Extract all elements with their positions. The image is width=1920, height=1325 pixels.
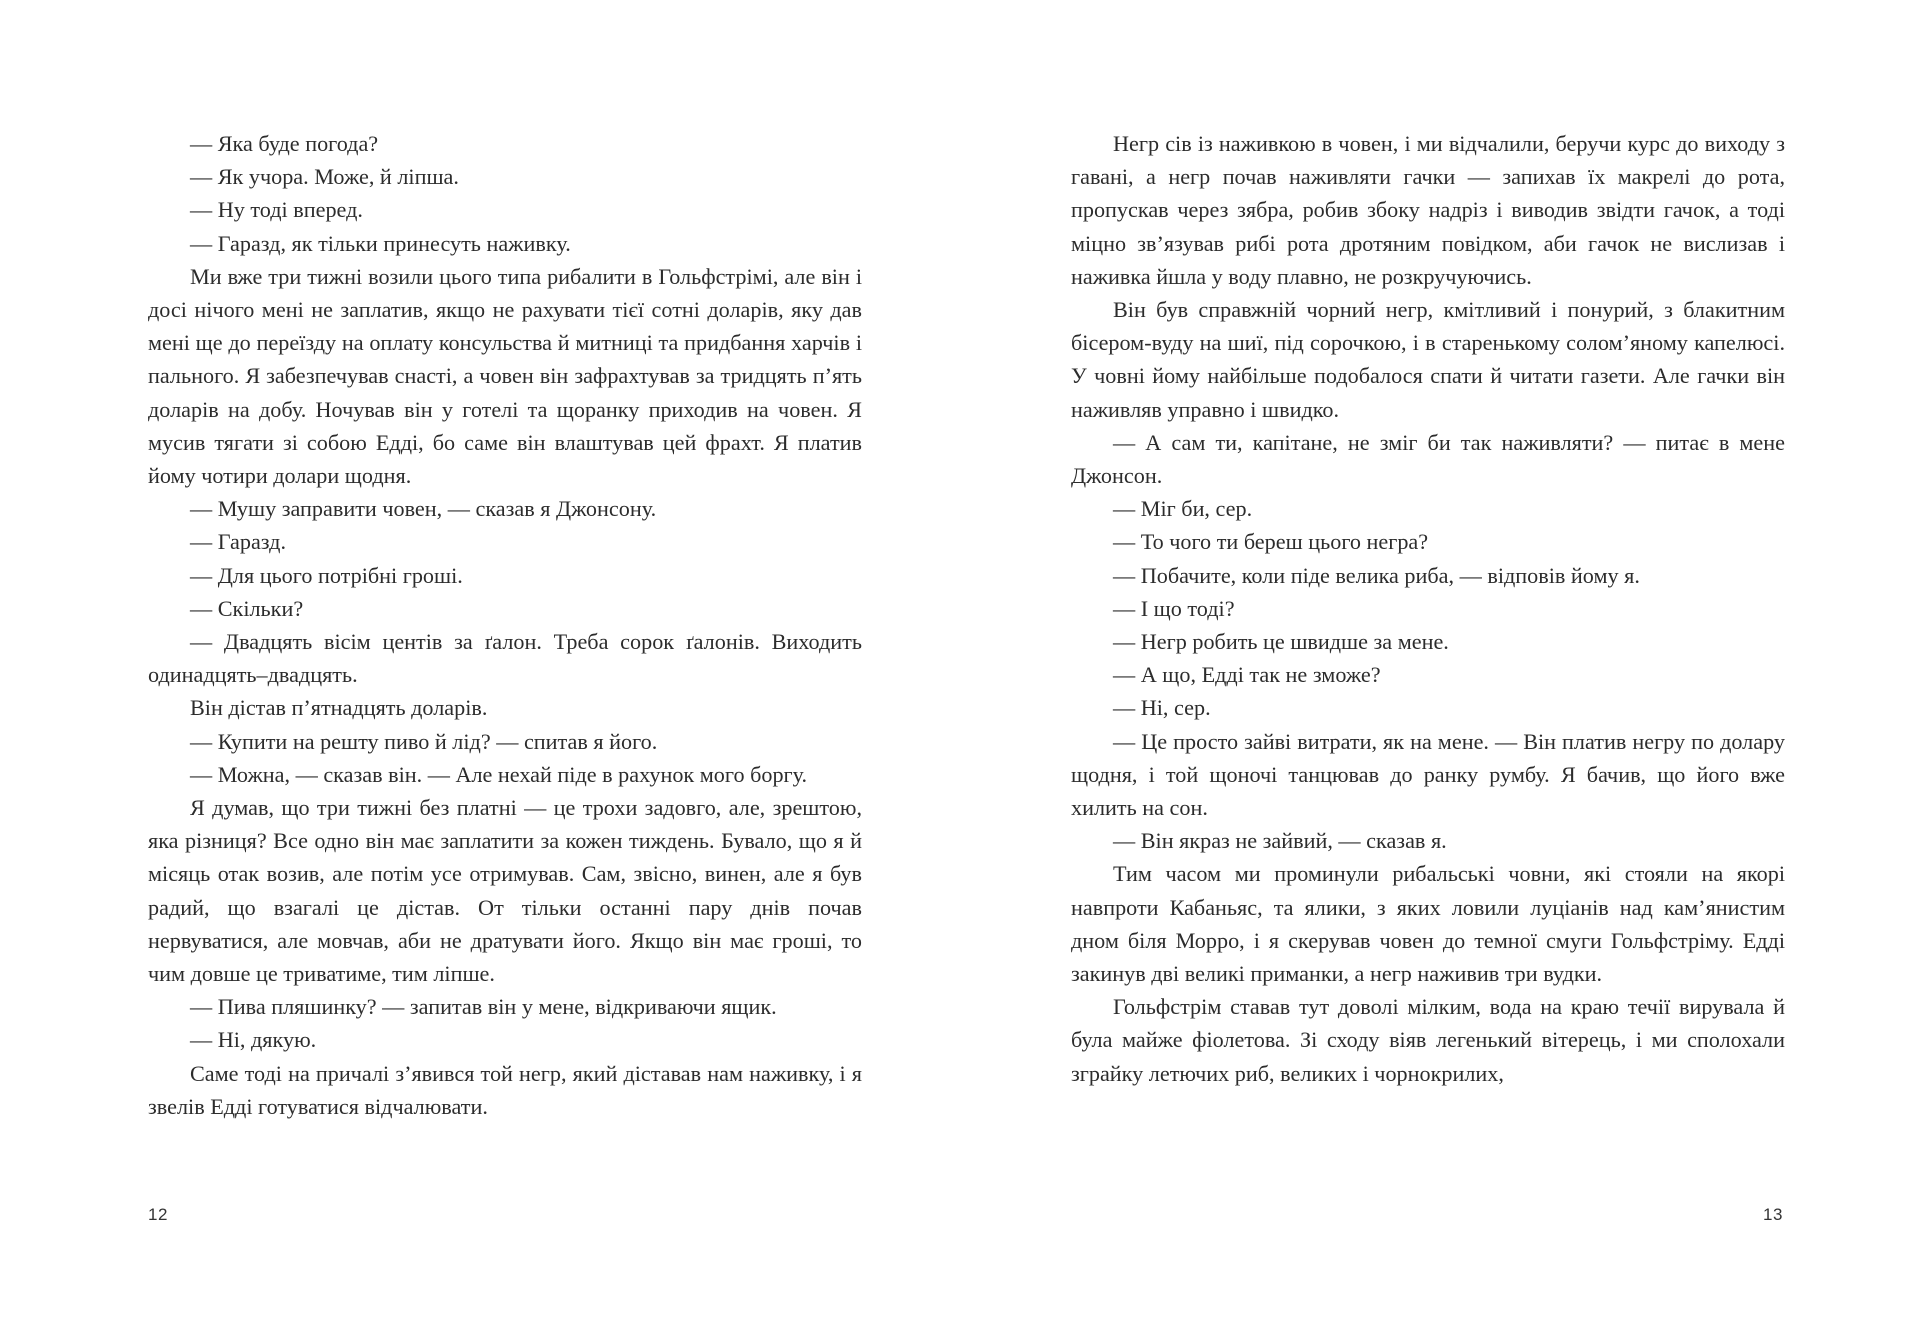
paragraph: — Він якраз не зайвий, — сказав я.	[1113, 828, 1447, 854]
paragraph: — Міг би, сер.	[1113, 496, 1253, 522]
paragraph: — Для цього потрібні гроші.	[190, 562, 463, 588]
paragraph: Гольфстрім ставав тут доволі мілким, вода на краю течії вирувала й була майже фіолетова. Зі сходу віяв легенький вітерець, і ми сполохали зграйку летючих риб, великих і чорнокрилих,	[1071, 994, 1785, 1086]
paragraph: — І що тоді?	[1113, 595, 1235, 621]
paragraph: — Скільки?	[190, 595, 304, 621]
page-number-right: 13	[1763, 1205, 1783, 1224]
paragraph: Тим часом ми проминули рибальські човни, які стояли на якорі навпроти Кабаньяс, та ялики, з яких ловили луціанів над кам’янистим дном біля Морро, і я скерував човен до темної смуги Гольфстріму. Едді закинув дві великі приманки, а негр наживив три вудки.	[1071, 861, 1785, 987]
paragraph: — Двадцять вісім центів за ґалон. Треба сорок ґалонів. Виходить одинадцять–двадцять.	[148, 629, 862, 688]
paragraph: — А сам ти, капітане, не зміг би так наживляти? — питає в мене Джонсон.	[1071, 429, 1785, 489]
paragraph: — Гаразд, як тільки принесуть наживку.	[190, 230, 571, 256]
paragraph: Він був справжній чорний негр, кмітливий і понурий, з блакитним бісером-вуду на шиї, під сорочкою, і в старенькому солом’яному капелюсі. У човні йому найбільше подобалося спати й читати газети. Але гачки він наживляв управно і швидко.	[1071, 297, 1785, 422]
paragraph: — Можна, — сказав він. — Але нехай піде в рахунок мого боргу.	[190, 761, 808, 787]
right-page-text	[1071, 127, 1785, 1090]
paragraph: — Пива пляшинку? — запитав він у мене, відкриваючи ящик.	[190, 994, 777, 1020]
paragraph: — Ну тоді вперед.	[190, 197, 363, 223]
paragraph: — Ні, сер.	[1113, 695, 1211, 721]
paragraph: — Мушу заправити човен, — сказав я Джонсону.	[190, 496, 657, 522]
paragraph: — Купити на решту пиво й лід? — спитав я його.	[190, 728, 658, 754]
paragraph: Він дістав п’ятнадцять доларів.	[190, 695, 488, 721]
paragraph: — Ні, дякую.	[190, 1027, 317, 1053]
paragraph: — Як учора. Може, й ліпша.	[190, 164, 459, 190]
paragraph: — То чого ти береш цього негра?	[1113, 529, 1429, 555]
paragraph: — Це просто зайві витрати, як на мене. — Він платив негру по долару щодня, і той щоночі танцював до ранку румбу. Я бачив, що його вже хилить на сон.	[1071, 728, 1785, 821]
paragraph: — А що, Едді так не зможе?	[1113, 662, 1381, 688]
page-number-left: 12	[148, 1205, 168, 1224]
left-page-text	[148, 127, 862, 1123]
paragraph: — Побачите, коли піде велика риба, — відповів йому я.	[1113, 562, 1640, 588]
paragraph: — Гаразд.	[190, 529, 286, 555]
paragraph: Я думав, що три тижні без платні — це трохи задовго, але, зрештою, яка різниця? Все одно він має заплатити за кожен тиждень. Бувало, що я й місяць отак возив, але потім усе отримував. Сам, звісно, винен, але я був радий, що взагалі це дістав. От тільки останні пару днів почав нервуватися, але мовчав, аби не дратувати його. Якщо він має гроші, то чим довше це триватиме, тим ліпше.	[148, 795, 862, 987]
paragraph: Саме тоді на причалі з’явився той негр, який діставав нам наживку, і я звелів Едді готуватися відчалювати.	[148, 1060, 862, 1119]
paragraph: Ми вже три тижні возили цього типа рибалити в Гольфстрімі, але він і досі нічого мені не заплатив, якщо не рахувати тієї сотні доларів, яку дав мені ще до переїзду на оплату консульства й митниці та придбання харчів і пального. Я забезпечував снасті, а човен він зафрахтував за тридцять п’ять доларів на добу. Ночував він у готелі та щоранку приходив на човен. Я мусив тягати зі собою Едді, бо саме він влаштував цей фрахт. Я платив йому чотири долари щодня.	[148, 263, 862, 489]
paragraph: — Негр робить це швидше за мене.	[1113, 629, 1449, 655]
paragraph: Негр сів із наживкою в човен, і ми відчалили, беручи курс до виходу з гавані, а негр почав наживляти гачки — запихав їх макрелі до рота, пропускав через зябра, робив збоку надріз і виводив звідти гачок, а тоді міцно зв’язував рибі рота дротяним повідком, аби гачок не вислизав і наживка йшла у воду плавно, не розкручуючись.	[1071, 131, 1785, 289]
paragraph: — Яка буде погода?	[190, 131, 379, 156]
